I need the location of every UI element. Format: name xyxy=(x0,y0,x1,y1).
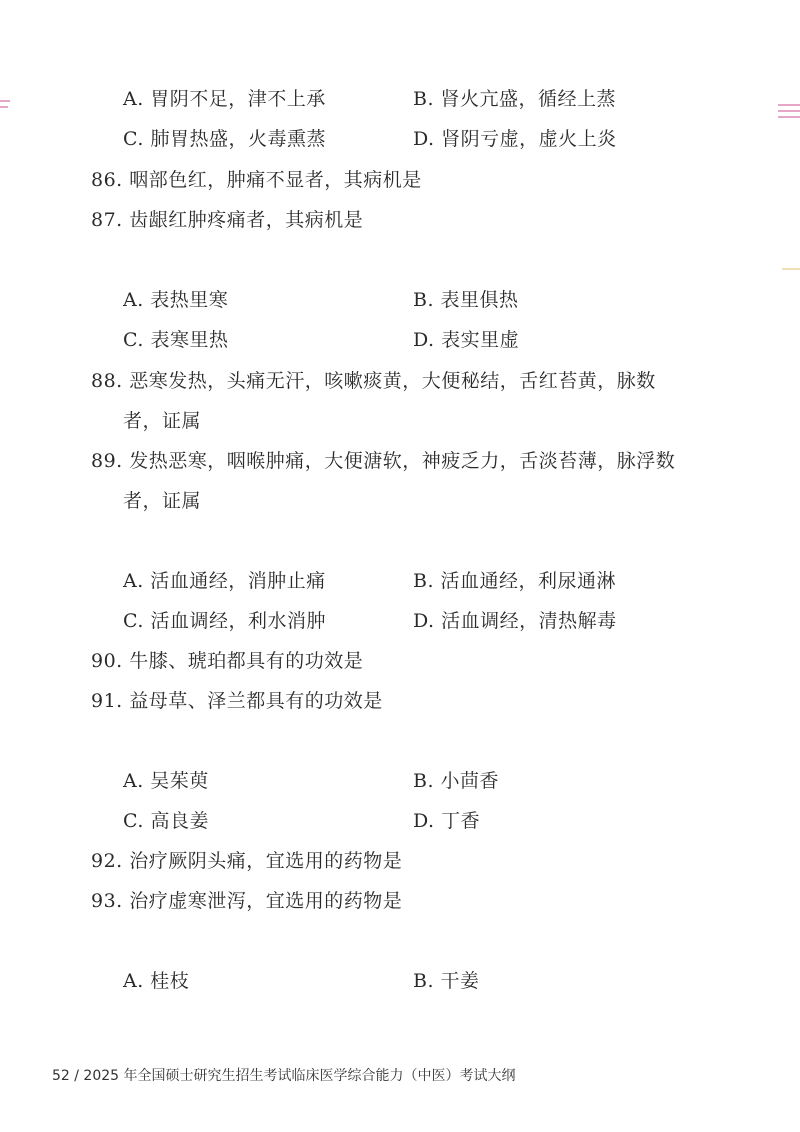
option-a: A. 胃阴不足，津不上承 xyxy=(123,88,326,110)
option-c: C. 高良姜 xyxy=(123,810,209,832)
option-a: A. 活血通经，消肿止痛 xyxy=(123,570,326,592)
option-d: D. 表实里虚 xyxy=(413,329,520,351)
option-b: B. 表里俱热 xyxy=(413,289,519,311)
question-87: 87. 齿龈红肿疼痛者，其病机是 xyxy=(91,209,364,231)
question-88-continuation: 者，证属 xyxy=(123,410,202,432)
option-c: C. 活血调经，利水消肿 xyxy=(123,610,326,632)
option-b: B. 小茴香 xyxy=(413,770,500,792)
question-86: 86. 咽部色红，肿痛不显者，其病机是 xyxy=(91,169,422,191)
edge-mark xyxy=(0,100,10,102)
edge-mark xyxy=(782,268,800,270)
option-c: C. 表寒里热 xyxy=(123,329,229,351)
question-92: 92. 治疗厥阴头痛，宜选用的药物是 xyxy=(91,850,403,872)
option-d: D. 活血调经，清热解毒 xyxy=(413,610,617,632)
option-b: B. 肾火亢盛，循经上蒸 xyxy=(413,88,617,110)
page-footer: 52 / 2025 年全国硕士研究生招生考试临床医学综合能力（中医）考试大纲 xyxy=(52,1068,516,1084)
option-a: A. 桂枝 xyxy=(123,970,190,992)
option-a: A. 吴茱萸 xyxy=(123,770,209,792)
question-89: 89. 发热恶寒，咽喉肿痛，大便溏软，神疲乏力，舌淡苔薄，脉浮数 xyxy=(91,450,676,472)
option-b: B. 活血通经，利尿通淋 xyxy=(413,570,617,592)
option-a: A. 表热里寒 xyxy=(123,289,229,311)
edge-mark xyxy=(0,106,8,108)
question-93: 93. 治疗虚寒泄泻，宜选用的药物是 xyxy=(91,890,403,912)
option-c: C. 肺胃热盛，火毒熏蒸 xyxy=(123,128,326,150)
option-b: B. 干姜 xyxy=(413,970,480,992)
question-89-continuation: 者，证属 xyxy=(123,490,202,512)
option-d: D. 丁香 xyxy=(413,810,481,832)
question-90: 90. 牛膝、琥珀都具有的功效是 xyxy=(91,650,364,672)
option-d: D. 肾阴亏虚，虚火上炎 xyxy=(413,128,617,150)
edge-mark xyxy=(778,104,800,106)
question-88: 88. 恶寒发热，头痛无汗，咳嗽痰黄，大便秘结，舌红苔黄，脉数 xyxy=(91,370,656,392)
edge-mark xyxy=(778,116,800,118)
question-91: 91. 益母草、泽兰都具有的功效是 xyxy=(91,690,383,712)
edge-mark xyxy=(778,110,800,112)
